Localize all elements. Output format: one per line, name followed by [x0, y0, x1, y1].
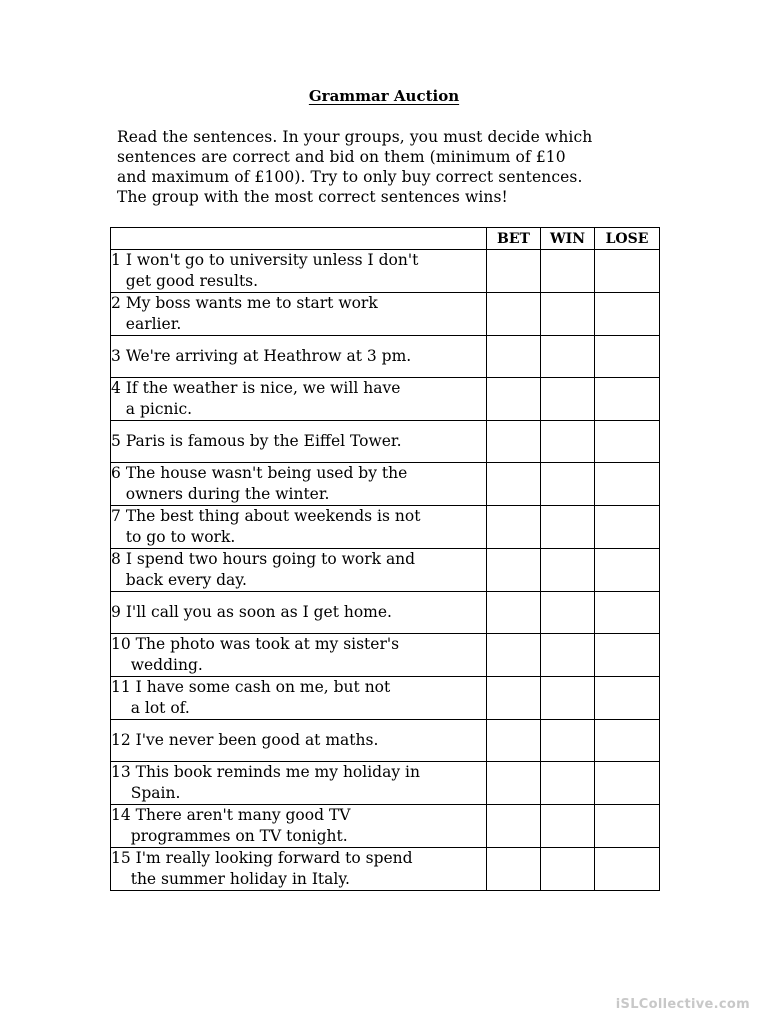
- sentence-number: 6: [111, 464, 121, 482]
- sentence-number: 5: [111, 432, 121, 450]
- win-box[interactable]: [541, 677, 595, 720]
- win-box[interactable]: [541, 592, 595, 634]
- sentence-text: wedding.: [130, 656, 203, 674]
- lose-box[interactable]: [595, 677, 660, 720]
- sentence-text: My boss wants me to start work: [125, 294, 378, 312]
- sentence-cell: [111, 634, 487, 677]
- sentence-text: earlier.: [125, 315, 182, 333]
- sentence-text: If the weather is nice, we will have: [125, 379, 401, 397]
- bet-box[interactable]: [487, 421, 541, 463]
- sentence-text: I won't go to university unless I don't: [125, 251, 419, 269]
- lose-box[interactable]: [595, 336, 660, 378]
- table-row: [111, 677, 660, 720]
- bet-box[interactable]: [487, 549, 541, 592]
- win-box[interactable]: [541, 549, 595, 592]
- win-box[interactable]: [541, 762, 595, 805]
- sentence-text: This book reminds me my holiday in: [135, 763, 420, 781]
- sentence-number: 12: [111, 731, 131, 749]
- sentence-text: back every day.: [125, 571, 247, 589]
- sentence-text: Spain.: [130, 784, 181, 802]
- table-row: [111, 720, 660, 762]
- sentence-number: 10: [111, 635, 131, 653]
- sentence-text: The house wasn't being used by the: [125, 464, 408, 482]
- sentence-text: We're arriving at Heathrow at 3 pm.: [125, 347, 412, 365]
- sentence-text: I spend two hours going to work and: [125, 550, 416, 568]
- sentence-cell: [111, 336, 487, 378]
- auction-table: [110, 227, 660, 891]
- sentence-text: owners during the winter.: [125, 485, 330, 503]
- win-box[interactable]: [541, 421, 595, 463]
- sentence-text: get good results.: [125, 272, 259, 290]
- sentence-number: 13: [111, 763, 131, 781]
- lose-box[interactable]: [595, 463, 660, 506]
- win-box[interactable]: [541, 336, 595, 378]
- sentence-number: 7: [111, 507, 121, 525]
- lose-box[interactable]: [595, 293, 660, 336]
- lose-box[interactable]: [595, 250, 660, 293]
- lose-box[interactable]: [595, 506, 660, 549]
- table-header-row: [111, 228, 660, 250]
- bet-box[interactable]: [487, 250, 541, 293]
- lose-box[interactable]: [595, 848, 660, 891]
- sentence-number: 8: [111, 550, 121, 568]
- win-box[interactable]: [541, 805, 595, 848]
- bet-box[interactable]: [487, 378, 541, 421]
- bet-box[interactable]: [487, 805, 541, 848]
- sentence-text: I'm really looking forward to spend: [135, 849, 413, 867]
- table-row: [111, 805, 660, 848]
- sentence-text: a picnic.: [125, 400, 193, 418]
- title-text: Grammar Auction: [308, 87, 460, 105]
- sentence-cell: [111, 463, 487, 506]
- table-row: [111, 293, 660, 336]
- win-box[interactable]: [541, 293, 595, 336]
- win-box[interactable]: [541, 250, 595, 293]
- lose-box[interactable]: [595, 378, 660, 421]
- instruction-line: and maximum of £100). Try to only buy correct sentences.: [117, 168, 583, 186]
- sentence-number: 11: [111, 678, 131, 696]
- sentence-text: to go to work.: [125, 528, 236, 546]
- table-body: [111, 250, 660, 891]
- sentence-cell: [111, 506, 487, 549]
- lose-box[interactable]: [595, 720, 660, 762]
- sentence-text: The photo was took at my sister's: [135, 635, 400, 653]
- sentence-text: a lot of.: [130, 699, 190, 717]
- worksheet-title: [0, 87, 768, 105]
- sentence-text: Paris is famous by the Eiffel Tower.: [125, 432, 402, 450]
- bet-box[interactable]: [487, 336, 541, 378]
- table-row: [111, 634, 660, 677]
- sentence-number: 3: [111, 347, 121, 365]
- sentence-text: programmes on TV tonight.: [130, 827, 348, 845]
- sentence-text: I've never been good at maths.: [135, 731, 379, 749]
- table-row: [111, 762, 660, 805]
- sentence-cell: [111, 293, 487, 336]
- sentence-cell: [111, 805, 487, 848]
- sentence-cell: [111, 677, 487, 720]
- sentence-cell: [111, 848, 487, 891]
- sentence-number: 2: [111, 294, 121, 312]
- lose-box[interactable]: [595, 549, 660, 592]
- sentence-number: 1: [111, 251, 121, 269]
- header-bet: BET: [487, 228, 541, 250]
- header-win: WIN: [541, 228, 595, 250]
- table-row: [111, 336, 660, 378]
- sentence-cell: [111, 592, 487, 634]
- win-box[interactable]: [541, 720, 595, 762]
- bet-box[interactable]: [487, 592, 541, 634]
- sentence-text: The best thing about weekends is not: [125, 507, 421, 525]
- lose-box[interactable]: [595, 592, 660, 634]
- sentence-cell: [111, 378, 487, 421]
- sentence-number: 4: [111, 379, 121, 397]
- win-box[interactable]: [541, 848, 595, 891]
- bet-box[interactable]: [487, 293, 541, 336]
- sentence-number: 15: [111, 849, 131, 867]
- table-row: [111, 848, 660, 891]
- table-row: [111, 378, 660, 421]
- table-row: [111, 506, 660, 549]
- sentence-cell: [111, 421, 487, 463]
- win-box[interactable]: [541, 634, 595, 677]
- header-lose: LOSE: [595, 228, 660, 250]
- bet-box[interactable]: [487, 463, 541, 506]
- sentence-cell: [111, 250, 487, 293]
- bet-box[interactable]: [487, 762, 541, 805]
- instructions: [117, 127, 677, 207]
- bet-box[interactable]: [487, 720, 541, 762]
- bet-box[interactable]: [487, 506, 541, 549]
- win-box[interactable]: [541, 378, 595, 421]
- sentence-text: There aren't many good TV: [135, 806, 351, 824]
- win-box[interactable]: [541, 506, 595, 549]
- sentence-number: 14: [111, 806, 131, 824]
- lose-box[interactable]: [595, 762, 660, 805]
- lose-box[interactable]: [595, 805, 660, 848]
- sentence-text: I'll call you as soon as I get home.: [125, 603, 392, 621]
- sentence-text: I have some cash on me, but not: [135, 678, 391, 696]
- table-row: [111, 421, 660, 463]
- bet-box[interactable]: [487, 677, 541, 720]
- lose-box[interactable]: [595, 634, 660, 677]
- sentence-text: the summer holiday in Italy.: [130, 870, 350, 888]
- watermark: iSLCollective.com: [615, 997, 750, 1012]
- header-sentence: [111, 228, 487, 250]
- lose-box[interactable]: [595, 421, 660, 463]
- table-row: [111, 549, 660, 592]
- sentence-cell: [111, 549, 487, 592]
- instruction-line: Read the sentences. In your groups, you must decide which: [117, 128, 593, 146]
- instruction-line: sentences are correct and bid on them (minimum of £10: [117, 148, 566, 166]
- bet-box[interactable]: [487, 634, 541, 677]
- sentence-cell: [111, 762, 487, 805]
- sentence-cell: [111, 720, 487, 762]
- win-box[interactable]: [541, 463, 595, 506]
- table-row: [111, 463, 660, 506]
- instruction-line: The group with the most correct sentences wins!: [117, 188, 508, 206]
- bet-box[interactable]: [487, 848, 541, 891]
- sentence-number: 9: [111, 603, 121, 621]
- table-row: [111, 592, 660, 634]
- table-row: [111, 250, 660, 293]
